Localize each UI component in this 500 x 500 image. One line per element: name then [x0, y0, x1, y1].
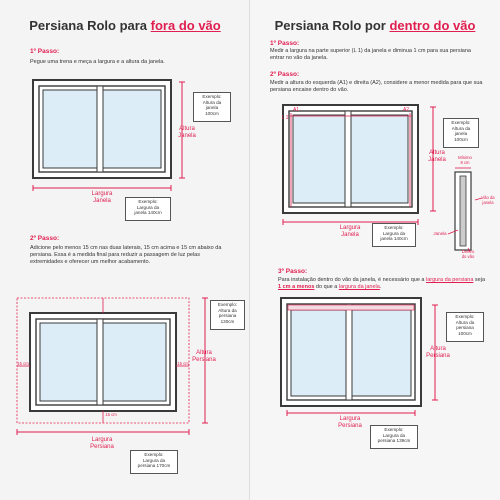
- label-line: Persiana: [90, 443, 114, 450]
- right-step1-heading: 1º Passo:: [270, 40, 300, 47]
- a1-label: A1: [292, 107, 300, 113]
- ex-label: persiana: [456, 325, 474, 331]
- a2-label: A2: [402, 107, 410, 113]
- label-line: Altura: [430, 346, 446, 352]
- label-line: Janela: [341, 231, 359, 238]
- label-line: Largura: [91, 437, 113, 443]
- right-example-altura-persiana: [446, 312, 484, 342]
- l1-label: L 1: [281, 115, 289, 121]
- bottom-15cm: 15 cm: [105, 412, 117, 417]
- label-line: 8 cm: [460, 159, 470, 165]
- ex-value: 100cm: [458, 331, 472, 337]
- label-line: Janela: [93, 197, 111, 204]
- label-line: Dentro: [461, 249, 475, 254]
- label-line: Janela: [178, 132, 196, 139]
- ex-label: Largura da: [136, 204, 160, 210]
- label-line: Largura: [339, 225, 361, 231]
- right-altura-persiana-label: [420, 346, 456, 359]
- left-step2-heading: 2º Passo:: [30, 235, 60, 242]
- ex-label: Largura da: [142, 457, 166, 463]
- ex-label: janela: [454, 131, 468, 137]
- ex-value: persiana 170cm: [137, 463, 171, 469]
- step3-underline: largura da persiana: [426, 277, 474, 283]
- ex-label: Largura da: [382, 230, 406, 236]
- ex-label: Exemplo:: [144, 452, 164, 457]
- step3-text-part: Para instalação dentro do vão da janela, é necessário que a: [278, 277, 426, 283]
- left-title: Persiana Rolo para fora do vão: [29, 18, 221, 33]
- label-line: Janela: [428, 156, 446, 163]
- step3-text-part: seja: [473, 277, 486, 283]
- ex-label: Exemplo:: [455, 314, 475, 319]
- ex-label: Exemplo:: [384, 225, 404, 230]
- ex-label: Altura da: [202, 99, 222, 105]
- left-step2-text: Adicione pelo menos 15 cm nas duas laterais, 15 cm acima e 15 cm abaixo da persiana. Essa é a medida final para reduzir a passagem de luz pelas extremidades e oferecer um melhor acabamento.: [30, 245, 222, 266]
- label-line: Mínimo: [458, 155, 472, 160]
- label-line: Largura: [91, 191, 113, 197]
- step3-underline: largura da janela: [338, 284, 380, 291]
- right-step3-heading: 3º Passo:: [278, 268, 308, 275]
- label-line: Persiana: [192, 356, 216, 363]
- label-line: Largura: [339, 416, 361, 422]
- left-step1-heading: 1º Passo:: [30, 48, 60, 55]
- label-line: janela: [482, 199, 494, 205]
- label-line: Altura: [196, 350, 212, 356]
- ex-value: janela 140cm: [134, 210, 162, 216]
- ex-value: 100cm: [454, 137, 468, 143]
- ex-label: Altura da: [218, 307, 237, 313]
- right-step2-text: Medir a altura do esquerda (A1) e direita (A2), considere a menor medida para que sua persiana encaixe dentro do vão.: [270, 80, 483, 94]
- ex-label: janela: [205, 105, 219, 111]
- right-title: Persiana Rolo por dentro do vão: [274, 18, 476, 33]
- ex-value: persiana 139cm: [377, 438, 411, 444]
- janela-label: Janela: [433, 231, 447, 236]
- ex-label: Altura da: [451, 125, 471, 131]
- ex-label: Exemplo:: [202, 94, 222, 99]
- step3-text-part: do que a: [314, 284, 339, 291]
- ex-label: Exemplo:: [384, 427, 404, 432]
- right-step1-text: Medir a largura na parte superior (L 1) da janela e diminua 1 cm para sua persiana entrar no vão da janela.: [270, 48, 471, 62]
- step3-underline: 1 cm a menos: [278, 284, 315, 291]
- ex-label: Altura da: [455, 319, 475, 325]
- right-15cm-side: 15 cm: [177, 361, 189, 366]
- ex-label: Exemplo:: [138, 199, 158, 204]
- ex-label: Exemplo:: [451, 120, 471, 125]
- label-line: Persiana: [338, 422, 362, 429]
- label-line: do vão: [461, 253, 475, 259]
- step3-text-part: .: [379, 284, 382, 291]
- right-largura-persiana-label: [328, 416, 372, 429]
- ex-label: persiana: [218, 313, 237, 319]
- label-line: Altura: [429, 150, 445, 156]
- ex-value: 100cm: [205, 111, 219, 117]
- left-15cm-side: 15 cm: [17, 361, 29, 366]
- ex-value: janela 140cm: [380, 236, 408, 242]
- left-step1-text: Pegue uma trena e meça a largura e a altura da janela.: [30, 59, 165, 65]
- label-line: Persiana: [426, 352, 450, 359]
- right-example-largura-persiana: [370, 425, 418, 449]
- right-step2-heading: 2º Passo:: [270, 71, 300, 78]
- label-line: Altura: [179, 126, 195, 132]
- label-line: Vão da: [481, 195, 495, 200]
- ex-value: 130cm: [220, 319, 235, 325]
- ex-label: Largura da: [382, 432, 406, 438]
- ex-label: Exemplo:: [217, 302, 238, 307]
